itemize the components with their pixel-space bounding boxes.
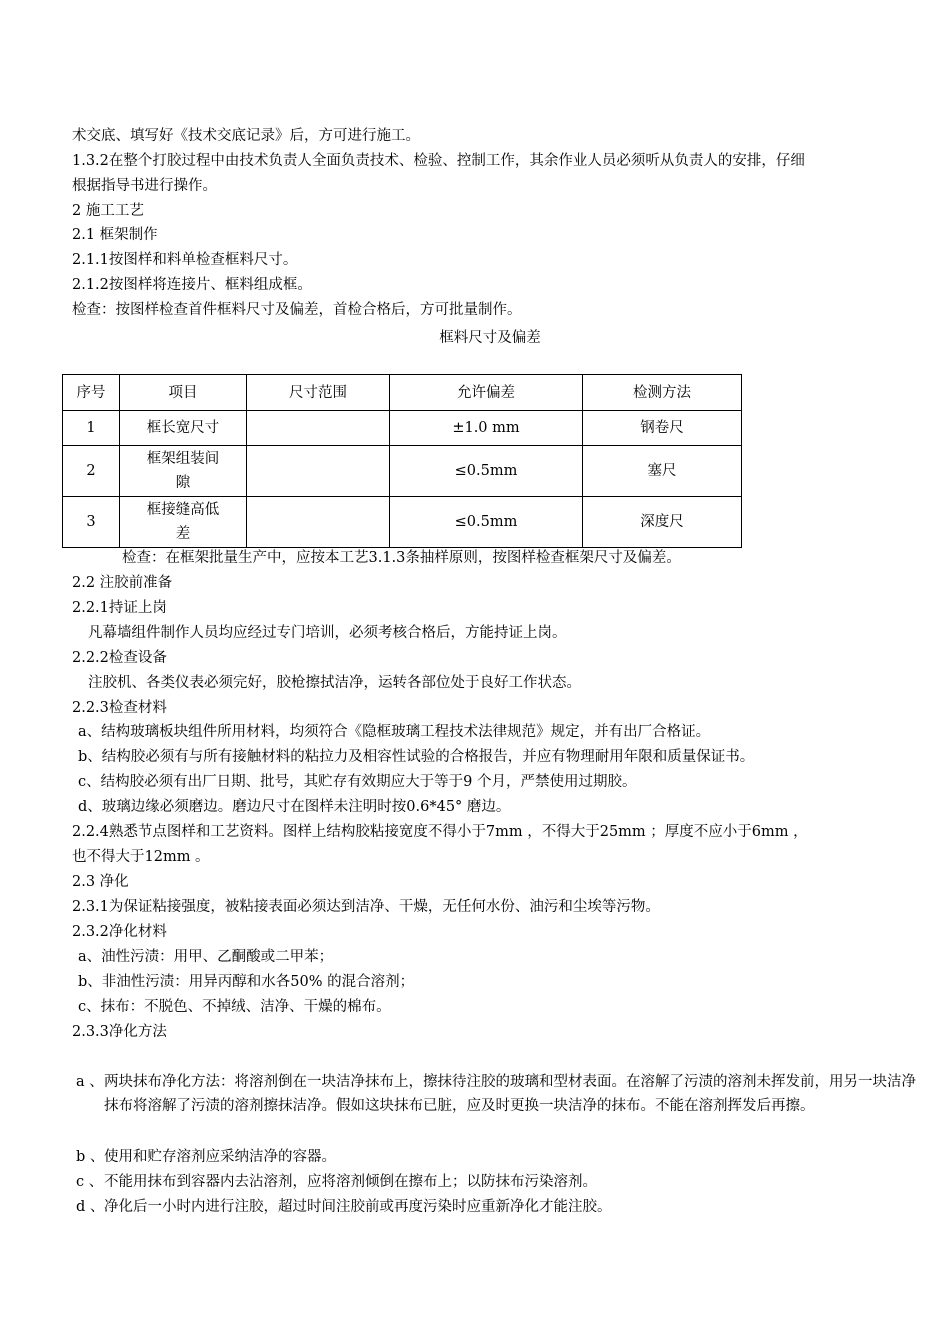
paragraph: 检查：按图样检查首件框料尺寸及偏差，首检合格后，方可批量制作。: [72, 302, 522, 318]
table-header-cell: 允许偏差: [390, 375, 583, 411]
list-item: b、结构胶必须有与所有接触材料的粘拉力及相容性试验的合格报告，并应有物理耐用年限和质量保证书。: [78, 749, 755, 765]
table-cell: 钢卷尺: [583, 411, 742, 446]
paragraph: 1.3.2在整个打胶过程中由技术负责人全面负责技术、检验、控制工作，其余作业人员必须听从负责人的安排，仔细: [72, 153, 805, 169]
subsection-heading: 2.3.2净化材料: [72, 924, 167, 940]
paragraph: 检查：在框架批量生产中，应按本工艺3.1.3条抽样原则，按图样检查框架尺寸及偏差。: [122, 550, 681, 566]
subsection-heading: 2.3.3净化方法: [72, 1024, 167, 1040]
method-item: [72, 1145, 922, 1169]
paragraph: 注胶机、各类仪表必须完好，胶枪擦拭洁净，运转各部位处于良好工作状态。: [88, 675, 581, 691]
item-label: c 、: [76, 1174, 104, 1190]
table-cell: 框长宽尺寸: [120, 411, 247, 446]
table-row: [63, 411, 742, 446]
table-cell: ≤0.5mm: [390, 497, 583, 548]
table-header-cell: 检测方法: [583, 375, 742, 411]
list-item: c、抹布：不脱色、不掉绒、洁净、干燥的棉布。: [78, 999, 391, 1015]
list-item: d、玻璃边缘必须磨边。磨边尺寸在图样未注明时按0.6*45° 磨边。: [78, 799, 511, 815]
list-item: c、结构胶必须有出厂日期、批号，其贮存有效期应大于等于9 个月，严禁使用过期胶。: [78, 774, 637, 790]
method-item: [72, 1195, 922, 1219]
table-cell: 框架组装间隙: [120, 446, 247, 497]
table-cell: ±1.0 mm: [390, 411, 583, 446]
table-header-row: [63, 375, 742, 411]
item-text: 净化后一小时内进行注胶，超过时间注胶前或再度污染时应重新净化才能注胶。: [104, 1199, 612, 1215]
table-cell: [247, 497, 390, 548]
list-item: a、油性污渍：用甲、乙酮酸或二甲苯；: [78, 949, 334, 965]
subsection-heading: 2.2.2检查设备: [72, 650, 167, 666]
table-cell: 塞尺: [583, 446, 742, 497]
method-item: [72, 1070, 922, 1118]
paragraph: 术交底、填写好《技术交底记录》后，方可进行施工。: [72, 128, 420, 144]
table-header-cell: 尺寸范围: [247, 375, 390, 411]
section-heading: 2.2 注胶前准备: [72, 575, 173, 591]
item-text: 使用和贮存溶剂应采纳洁净的容器。: [104, 1149, 336, 1165]
paragraph: 也不得大于12mm 。: [72, 849, 210, 865]
section-heading: 2.1 框架制作: [72, 227, 158, 243]
section-heading: 2.3 净化: [72, 874, 129, 890]
table-cell: [247, 411, 390, 446]
list-item: b、非油性污渍：用异丙醇和水各50% 的混合溶剂；: [78, 974, 415, 990]
paragraph: 根据指导书进行操作。: [72, 178, 217, 194]
subsection-heading: 2.2.3检查材料: [72, 700, 167, 716]
paragraph: 2.1.1按图样和料单检查框料尺寸。: [72, 252, 298, 268]
table-cell: 深度尺: [583, 497, 742, 548]
table-row: [63, 446, 742, 497]
item-label: b 、: [76, 1149, 105, 1165]
table-cell: ≤0.5mm: [390, 446, 583, 497]
table-cell: 3: [63, 497, 120, 548]
table-header-cell: 序号: [63, 375, 120, 411]
table-cell: 2: [63, 446, 120, 497]
table-cell: 框接缝高低差: [120, 497, 247, 548]
item-label: d 、: [76, 1199, 105, 1215]
table-cell: [247, 446, 390, 497]
method-item: [72, 1170, 922, 1194]
spec-table: [62, 374, 742, 548]
paragraph: 凡幕墙组件制作人员均应经过专门培训，必须考核合格后，方能持证上岗。: [88, 625, 567, 641]
table-row: [63, 497, 742, 548]
item-text: 两块抹布净化方法：将溶剂倒在一块洁净抹布上，擦抹待注胶的玻璃和型材表面。在溶解了污渍的溶剂未挥发前，用另一块洁净抹布将溶解了污渍的溶剂擦抹洁净。假如这块抹布已脏，应及时更换一块洁净的抹布。不能在溶剂挥发后再擦。: [104, 1074, 916, 1114]
table-caption: 框料尺寸及偏差: [439, 330, 541, 346]
paragraph: 2.1.2按图样将连接片、框料组成框。: [72, 277, 312, 293]
item-label: a 、: [76, 1074, 104, 1090]
paragraph: 2.2.4熟悉节点图样和工艺资料。图样上结构胶粘接宽度不得小于7mm ，不得大于25mm ；厚度不应小于6mm ，: [72, 824, 808, 840]
table-header-cell: 项目: [120, 375, 247, 411]
table-cell: 1: [63, 411, 120, 446]
item-text: 不能用抹布到容器内去沾溶剂，应将溶剂倾倒在擦布上；以防抹布污染溶剂。: [104, 1174, 597, 1190]
subsection-heading: 2.2.1持证上岗: [72, 600, 167, 616]
list-item: a、结构玻璃板块组件所用材料，均须符合《隐框玻璃工程技术法律规范》规定，并有出厂合格证。: [78, 724, 711, 740]
section-heading: 2 施工工艺: [72, 203, 144, 219]
paragraph: 2.3.1为保证粘接强度，被粘接表面必须达到洁净、干燥，无任何水份、油污和尘埃等污物。: [72, 899, 660, 915]
